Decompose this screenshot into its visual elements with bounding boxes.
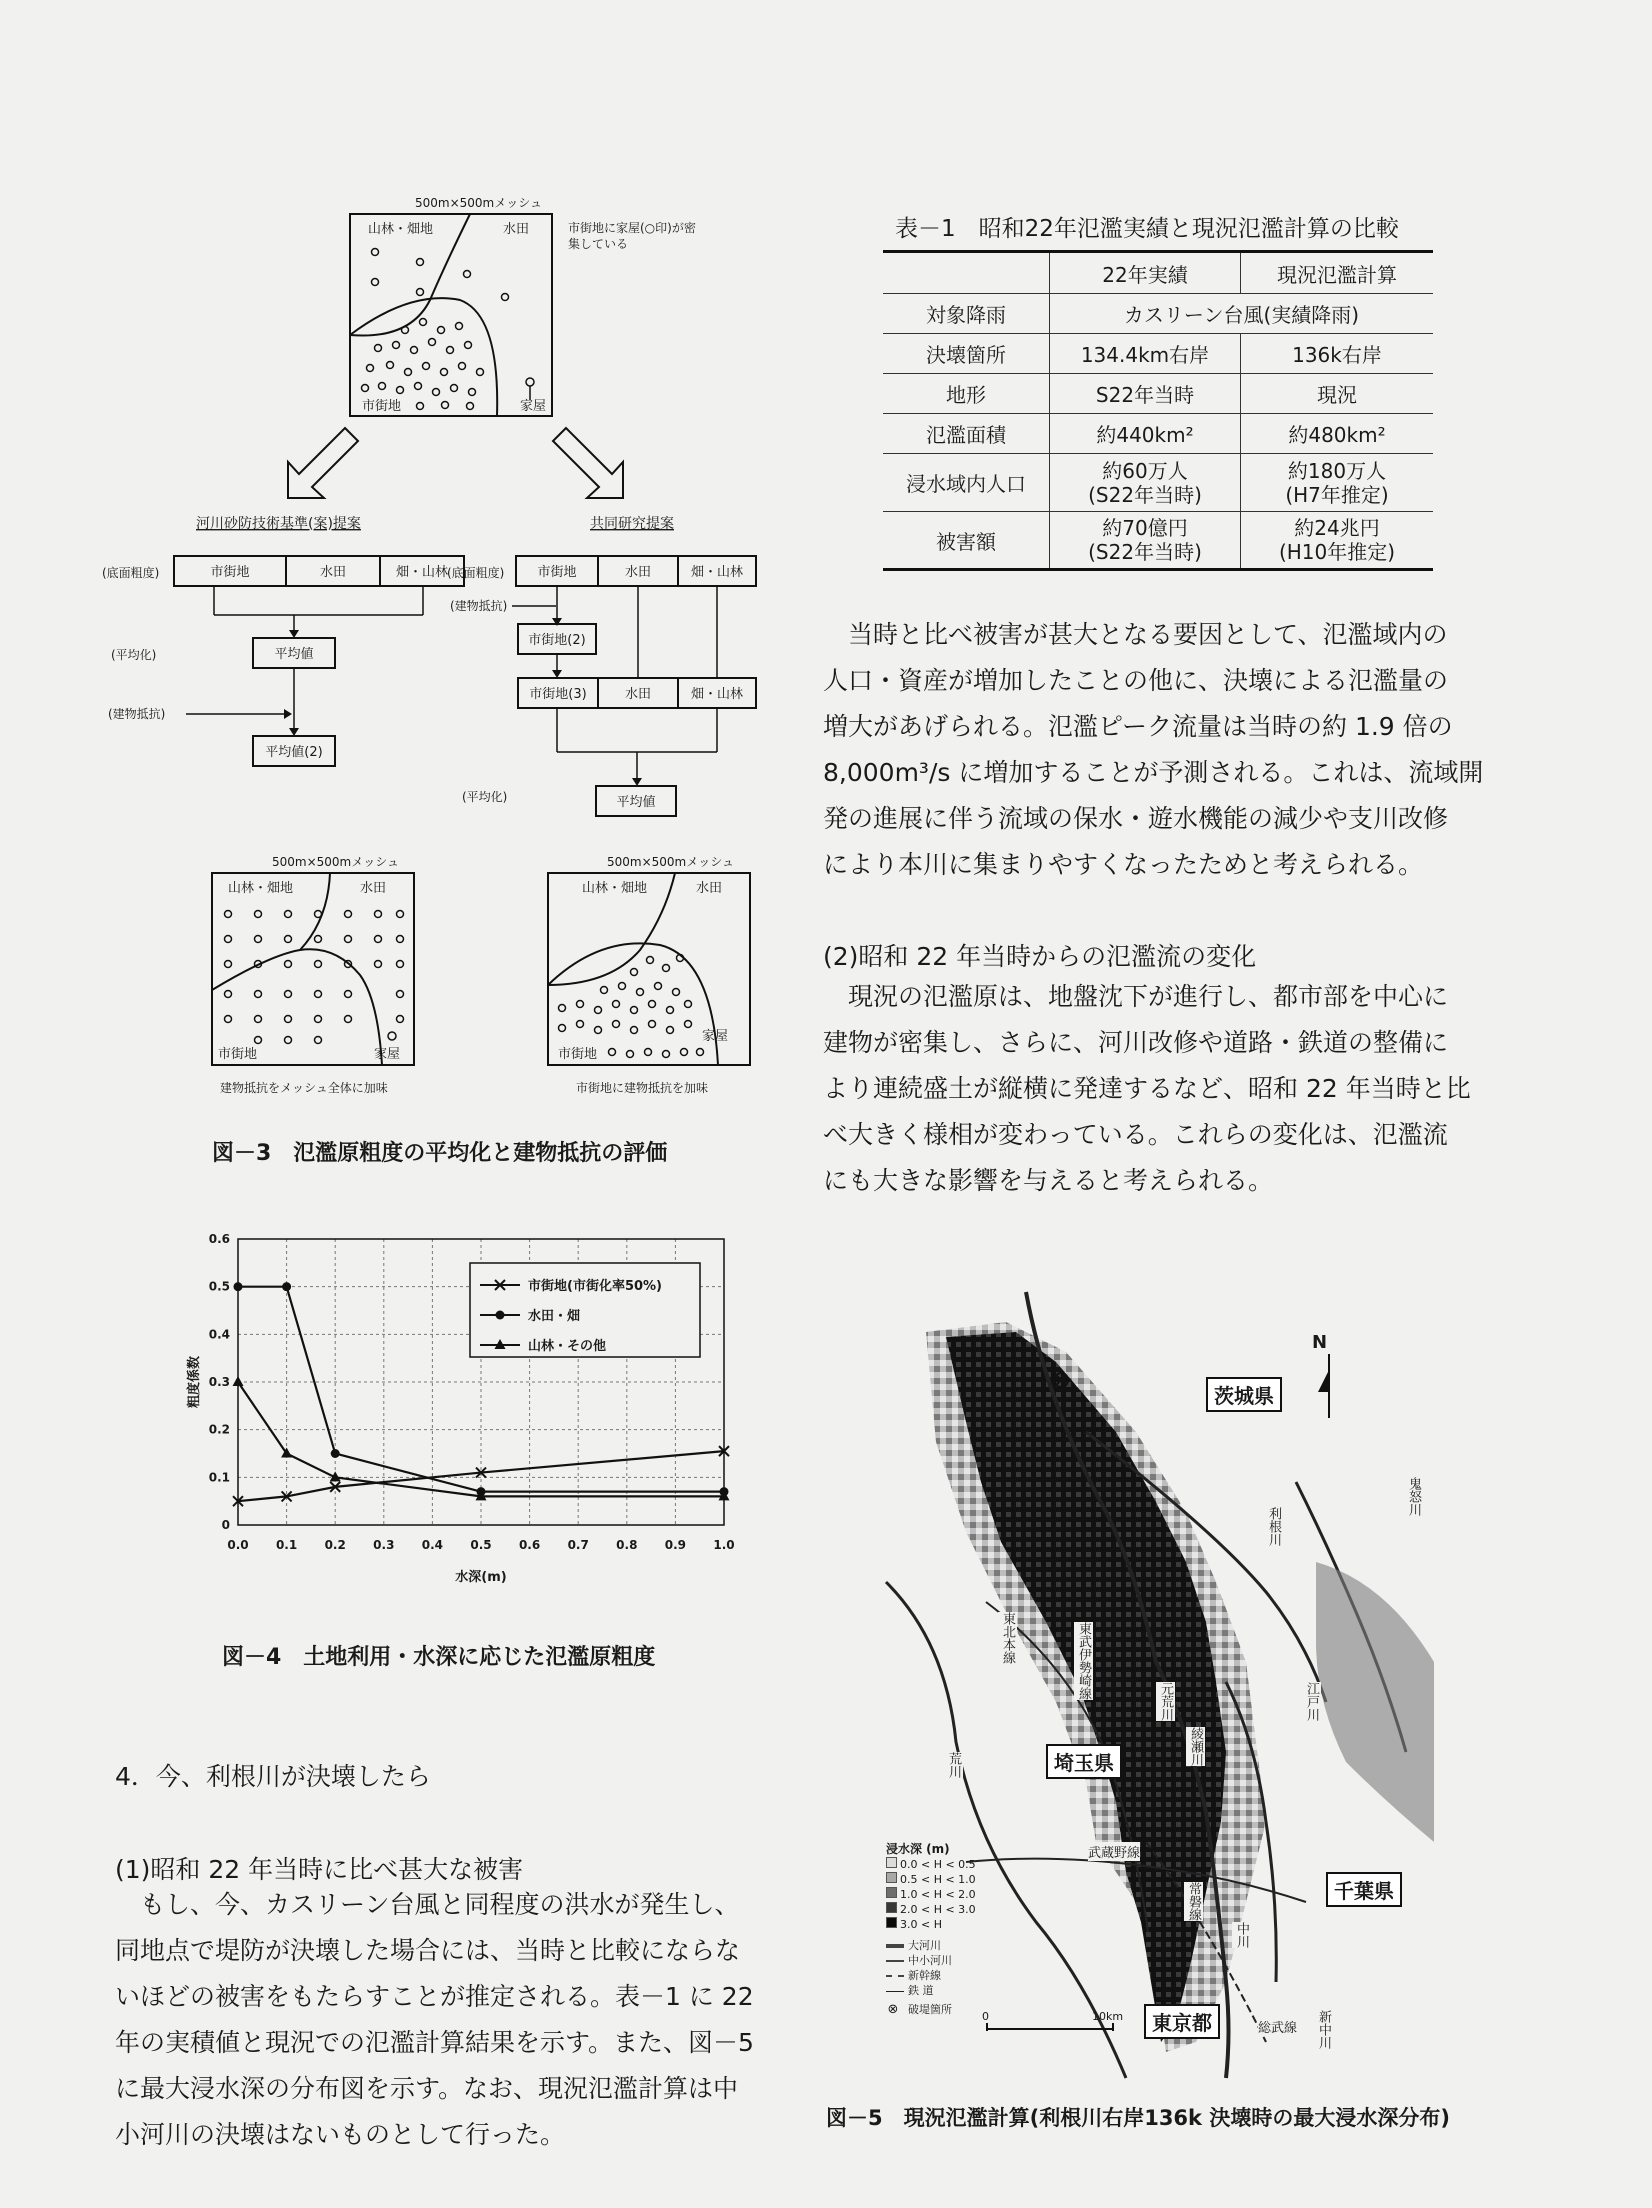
x-tick-label: 0.9 xyxy=(664,1538,687,1552)
legend-swatch xyxy=(886,1887,897,1898)
rail-label-tobu: 東武伊勢崎線 xyxy=(1076,1622,1091,1700)
x-tick-label: 0.2 xyxy=(324,1538,346,1552)
legend-label: 0.5 < H < 1.0 xyxy=(900,1873,976,1886)
legend-line-item xyxy=(886,1968,1036,1983)
table-row xyxy=(883,294,1433,334)
legend-label: 3.0 < H xyxy=(900,1918,942,1931)
fig3-bl-mesh xyxy=(212,873,414,1065)
table-cell xyxy=(1241,454,1434,512)
table-cell-line: 約24兆円 xyxy=(1294,516,1380,540)
x-axis-label: 水深(m) xyxy=(455,1570,507,1585)
legend-item xyxy=(886,1872,1036,1887)
fig3-right-building: (建物抵抗) xyxy=(450,599,508,613)
breach-icon: ⊗ xyxy=(887,2002,899,2017)
y-axis-label: 粗度係数 xyxy=(187,1355,202,1409)
fig3-br-houses xyxy=(559,955,704,1058)
paragraph-line: べ大きく様相が変わっている。これらの変化は、氾濫流 xyxy=(823,1120,1448,1149)
fig3-right-urban3: 市街地(3) xyxy=(529,687,587,702)
table-cell: 約440km² xyxy=(1050,414,1241,454)
fig3-top-urban-label: 市街地 xyxy=(362,399,402,414)
legend-item xyxy=(886,1857,1036,1872)
legend-marker xyxy=(496,1311,505,1320)
data-point-series-2 xyxy=(331,1449,340,1458)
fig3-arrow-right xyxy=(553,428,623,498)
prefecture-saitama: 埼玉県 xyxy=(1046,1744,1122,1779)
table-cell-line: (S22年当時) xyxy=(1088,482,1202,507)
fig3-top-mesh-label: 500m×500mメッシュ xyxy=(415,196,543,210)
subsection-2-heading: (2)昭和 22 年当時からの氾濫流の変化 xyxy=(823,942,1257,971)
scale-zero: 0 xyxy=(982,2010,989,2023)
fig3-left-averaging: (平均化) xyxy=(111,648,157,662)
paragraph-line: 発の進展に伴う流域の保水・遊水機能の減少や支川改修 xyxy=(823,804,1449,833)
y-tick-label: 0.5 xyxy=(208,1279,230,1294)
fig3-br-mesh-label: 500m×500mメッシュ xyxy=(607,855,735,869)
table-row-label: 氾濫面積 xyxy=(883,414,1050,454)
table-cell-line: (H7年推定) xyxy=(1285,482,1389,507)
table-row-label: 地形 xyxy=(883,374,1050,414)
river-label-tone: 利根川 xyxy=(1266,1507,1281,1546)
x-tick-label: 0.4 xyxy=(421,1538,444,1552)
fig3-br-house: 家屋 xyxy=(702,1029,729,1044)
table-cell: 現況 xyxy=(1241,374,1434,414)
legend-title: 浸水深 (m) xyxy=(886,1842,950,1856)
y-tick-label: 0 xyxy=(221,1518,230,1532)
table-cell-line: 約70億円 xyxy=(1102,516,1188,540)
table-row xyxy=(883,334,1433,374)
rail-label-sobu: 総武線 xyxy=(1258,2017,1297,2036)
table-1 xyxy=(883,250,1433,571)
legend-line-label: 破堤箇所 xyxy=(908,2003,952,2016)
table-row xyxy=(883,512,1433,570)
legend-label: 2.0 < H < 3.0 xyxy=(900,1903,976,1916)
table-row xyxy=(883,454,1433,512)
paragraph-line: 8,000m³/s に増加することが予測される。これは、流域開 xyxy=(823,758,1484,787)
fig3-top-houses xyxy=(362,249,535,410)
legend-line-label: 中小河川 xyxy=(908,1954,952,1967)
data-point-series-3 xyxy=(233,1376,244,1386)
scale-bar xyxy=(982,2010,1122,2040)
fig3-bl-urban: 市街地 xyxy=(218,1047,258,1062)
table-row-label: 浸水域内人口 xyxy=(883,454,1050,512)
table-cell-line: (H10年推定) xyxy=(1278,540,1396,564)
table-cell: 134.4km右岸 xyxy=(1050,334,1241,374)
fig3-left-building: (建物抵抗) xyxy=(108,707,166,721)
table-cell xyxy=(1050,454,1241,512)
fig3-right-field: 畑・山林 xyxy=(690,565,744,580)
legend-item xyxy=(886,1887,1036,1902)
fig3-right-roughness-label: (底面粗度) xyxy=(447,566,505,580)
fig3-top-forest-label: 山林・畑地 xyxy=(368,222,434,237)
y-tick-label: 0.3 xyxy=(208,1375,230,1389)
river-label-edo: 江戸川 xyxy=(1304,1682,1319,1721)
table-row-label: 被害額 xyxy=(883,512,1050,570)
data-point-series-2 xyxy=(234,1282,243,1291)
table-cell-line: 約180万人 xyxy=(1287,458,1387,483)
figure-4-chart xyxy=(180,1225,740,1585)
fig3-right-paddy2: 水田 xyxy=(624,687,652,702)
river-label-naka: 中川 xyxy=(1234,1922,1249,1948)
fig3-left-avg: 平均値 xyxy=(274,647,314,662)
table-row-label: 対象降雨 xyxy=(883,294,1050,334)
rail-label-joban: 常磐線 xyxy=(1186,1882,1201,1921)
fig3-left-urban: 市街地 xyxy=(210,565,250,580)
subsection-1-heading: (1)昭和 22 年当時に比べ甚大な被害 xyxy=(115,1855,524,1884)
fig3-br-note: 市街地に建物抵抗を加味 xyxy=(576,1081,709,1095)
table-cell-line: (S22年当時) xyxy=(1088,540,1202,564)
paragraph-line: 小河川の決壊はないものとして行った。 xyxy=(115,2120,566,2149)
fig3-right-urban: 市街地 xyxy=(537,565,577,580)
fig3-right-title: 共同研究提案 xyxy=(590,516,674,532)
subsection-2-paragraph xyxy=(823,974,1471,1204)
legend-item xyxy=(886,1902,1036,1917)
north-arrow xyxy=(1312,1332,1352,1422)
paragraph-line: 人口・資産が増加したことの他に、決壊による氾濫量の xyxy=(823,666,1449,695)
table-1-caption: 表－1 昭和22年氾濫実績と現況氾濫計算の比較 xyxy=(895,216,1399,242)
x-tick-label: 0.5 xyxy=(470,1538,492,1552)
fig3-right-paddy: 水田 xyxy=(624,565,652,580)
fig3-left-roughness-label: (底面粗度) xyxy=(102,566,160,580)
legend-label: 市街地(市街化率50%) xyxy=(528,1279,662,1294)
table-row xyxy=(883,374,1433,414)
x-tick-label: 1.0 xyxy=(713,1538,735,1552)
prefecture-ibaraki: 茨城県 xyxy=(1206,1377,1282,1412)
fig3-right-avg: 平均値 xyxy=(616,795,656,810)
legend-item xyxy=(886,1917,1036,1932)
legend-line-item xyxy=(886,1938,1036,1953)
paragraph-line: 同地点で堤防が決壊した場合には、当時と比較にならな xyxy=(115,1936,741,1965)
north-label: N xyxy=(1312,1332,1328,1353)
fig3-br-forest: 山林・畑地 xyxy=(582,881,648,896)
fig3-left-title: 河川砂防技術基準(案)提案 xyxy=(196,516,361,532)
table-header-actual: 22年実績 xyxy=(1050,252,1241,294)
fig3-right-averaging: (平均化) xyxy=(462,790,508,804)
fig3-bl-paddy: 水田 xyxy=(360,881,387,896)
legend-swatch xyxy=(886,1902,897,1913)
fig3-top-house-label: 家屋 xyxy=(520,399,547,414)
section-4-heading: 4．今、利根川が決壊したら xyxy=(115,1762,431,1791)
x-tick-label: 0.8 xyxy=(616,1538,638,1552)
x-tick-label: 0.7 xyxy=(567,1538,589,1552)
paragraph-line: 増大があげられる。氾濫ピーク流量は当時の約 1.9 倍の xyxy=(823,712,1453,741)
y-tick-label: 0.2 xyxy=(208,1422,230,1437)
table-cell xyxy=(1050,512,1241,570)
fig3-bl-forest: 山林・畑地 xyxy=(228,881,294,896)
legend-line-label: 大河川 xyxy=(908,1939,941,1952)
fig3-bl-mesh-label: 500m×500mメッシュ xyxy=(272,855,400,869)
table-header-current: 現況氾濫計算 xyxy=(1241,252,1434,294)
table-cell-line: 約60万人 xyxy=(1102,458,1188,483)
fig3-top-paddy-label: 水田 xyxy=(503,222,530,237)
paragraph-line: より連続盛土が縦横に発達するなど、昭和 22 年当時と比 xyxy=(823,1074,1471,1103)
fig3-right-urban2: 市街地(2) xyxy=(528,633,586,648)
lake-area xyxy=(1316,1562,1434,1842)
x-tick-label: 0.1 xyxy=(275,1538,298,1552)
fig3-arrow-left xyxy=(288,428,358,498)
paragraph-line: に最大浸水深の分布図を示す。なお、現況氾濫計算は中 xyxy=(115,2074,739,2103)
paragraph-line: 現況の氾濫原は、地盤沈下が進行し、都市部を中心に xyxy=(823,982,1449,1011)
legend-swatch xyxy=(886,1857,897,1868)
fig3-top-note-2: 集している xyxy=(568,237,629,251)
river-label-ara: 荒川 xyxy=(946,1752,961,1778)
fig5-caption: 図－5 現況氾濫計算(利根川右岸136k 決壊時の最大浸水深分布) xyxy=(826,2106,1450,2130)
right-paragraph-1 xyxy=(823,612,1483,888)
fig3-right-field2: 畑・山林 xyxy=(690,687,744,702)
table-cell: S22年当時 xyxy=(1050,374,1241,414)
fig3-left-paddy: 水田 xyxy=(319,565,347,580)
legend-label: 1.0 < H < 2.0 xyxy=(900,1888,976,1901)
paragraph-line: もし、今、カスリーン台風と同程度の洪水が発生し、 xyxy=(115,1890,740,1919)
fig3-top-note-1: 市街地に家屋(○印)が密 xyxy=(568,221,696,235)
y-tick-label: 0.4 xyxy=(208,1327,230,1342)
fig3-bl-note: 建物抵抗をメッシュ全体に加味 xyxy=(220,1081,388,1095)
legend-line-item xyxy=(886,1983,1036,1998)
rail-label-musashino: 武蔵野線 xyxy=(1088,1842,1140,1861)
paragraph-line: 年の実積値と現況での氾濫計算結果を示す。また、図－5 xyxy=(115,2028,754,2057)
table-row xyxy=(883,414,1433,454)
x-tick-label: 0.0 xyxy=(227,1538,249,1552)
table-cell xyxy=(1241,512,1434,570)
paragraph-line: 当時と比べ被害が甚大となる要因として、氾濫域内の xyxy=(823,620,1448,649)
rail-label-tohoku: 東北本線 xyxy=(1000,1612,1015,1664)
figure-5-map xyxy=(886,1282,1434,2078)
legend-swatch xyxy=(886,1872,897,1883)
legend-line-label: 新幹線 xyxy=(908,1969,941,1982)
legend-line-item xyxy=(886,1953,1036,1968)
prefecture-chiba: 千葉県 xyxy=(1326,1872,1402,1907)
legend-line-label: 鉄 道 xyxy=(908,1984,934,1997)
paragraph-line: 建物が密集し、さらに、河川改修や道路・鉄道の整備に xyxy=(823,1028,1449,1057)
prefecture-tokyo: 東京都 xyxy=(1144,2004,1220,2039)
fig3-br-paddy: 水田 xyxy=(696,881,723,896)
table-cell: 約480km² xyxy=(1241,414,1434,454)
fig3-br-urban: 市街地 xyxy=(558,1047,598,1062)
data-point-series-2 xyxy=(282,1282,291,1291)
map-legend xyxy=(886,1842,1036,2017)
legend-label: 山林・その他 xyxy=(528,1339,607,1354)
scale-label: 10km xyxy=(1092,2010,1124,2023)
river-label-moto-ara: 元荒川 xyxy=(1158,1682,1173,1721)
fig3-bl-house: 家屋 xyxy=(374,1047,401,1062)
table-header-empty xyxy=(883,252,1050,294)
river-label-ayase: 綾瀬川 xyxy=(1188,1727,1203,1766)
river-label-kinu: 鬼怒川 xyxy=(1406,1477,1421,1516)
table-row-label: 決壊箇所 xyxy=(883,334,1050,374)
y-tick-label: 0.6 xyxy=(208,1232,230,1246)
fig3-left-field: 畑・山林 xyxy=(395,565,449,580)
subsection-1-paragraph xyxy=(115,1882,754,2158)
legend-label: 0.0 < H < 0.5 xyxy=(900,1858,976,1871)
legend-swatch xyxy=(886,1917,897,1928)
legend-label: 水田・畑 xyxy=(528,1309,581,1324)
fig4-caption: 図－4 土地利用・水深に応じた氾濫原粗度 xyxy=(222,1645,656,1670)
table-cell: 136k右岸 xyxy=(1241,334,1434,374)
river-label-shin-naka: 新中川 xyxy=(1316,2010,1331,2049)
x-tick-label: 0.6 xyxy=(518,1538,541,1552)
paragraph-line: にも大きな影響を与えると考えられる。 xyxy=(823,1166,1274,1195)
fig3-left-avg2: 平均値(2) xyxy=(265,745,323,760)
table-cell-merged: カスリーン台風(実績降雨) xyxy=(1050,294,1434,334)
paragraph-line: いほどの被害をもたらすことが推定される。表－1 に 22 xyxy=(115,1982,754,2011)
paragraph-line: により本川に集まりやすくなったためと考えられる。 xyxy=(823,850,1424,879)
x-tick-label: 0.3 xyxy=(373,1538,395,1552)
fig3-caption: 図－3 氾濫原粗度の平均化と建物抵抗の評価 xyxy=(212,1141,668,1166)
y-tick-label: 0.1 xyxy=(208,1470,230,1485)
